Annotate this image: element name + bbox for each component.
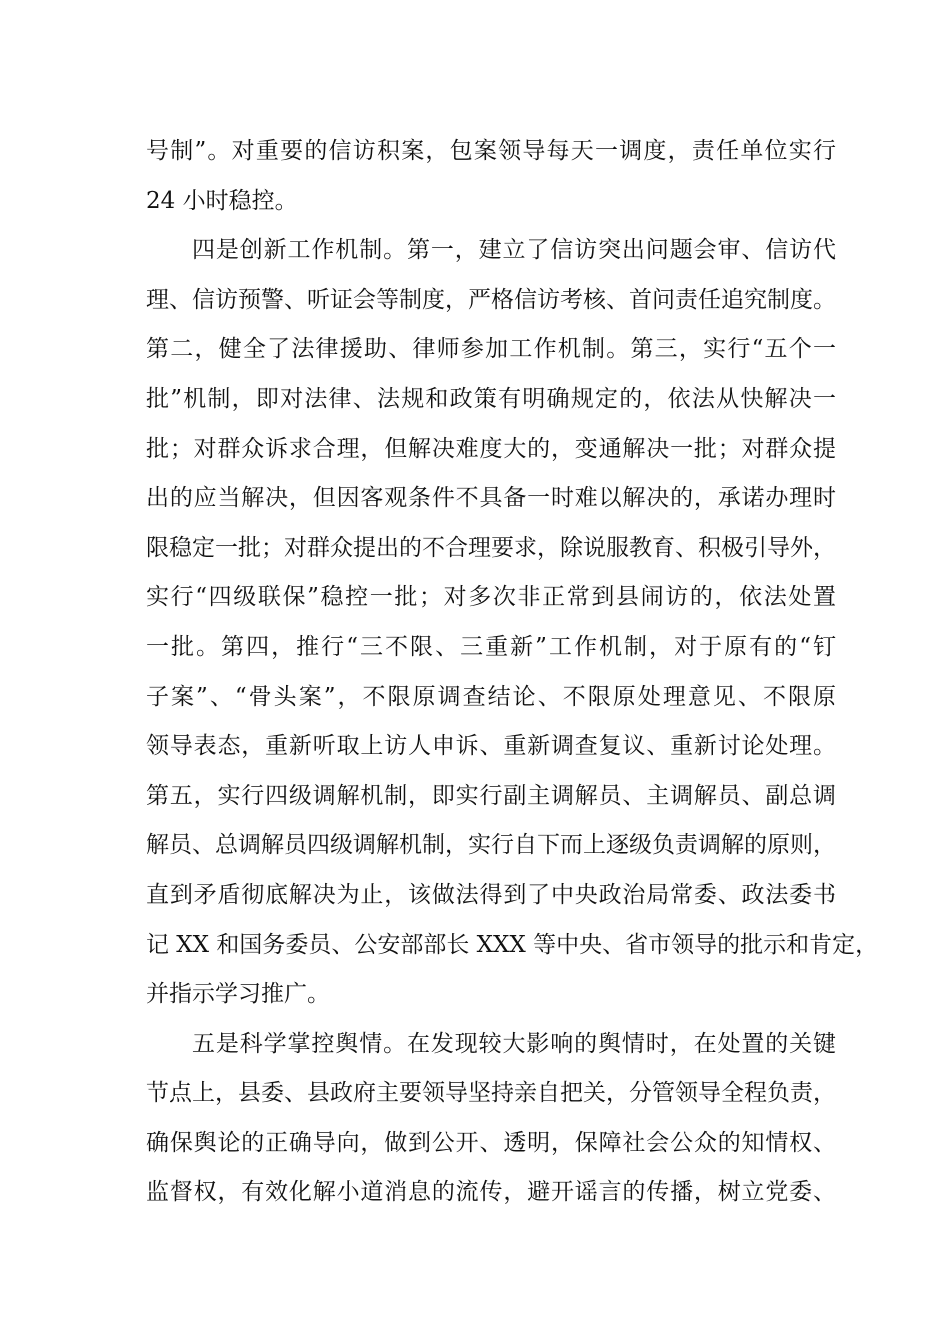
paragraph-public-opinion	[146, 1020, 836, 1218]
text-line: 限稳定一批；对群众提出的不合理要求，除说服教育、积极引导外，	[146, 534, 836, 561]
text-line: 记 XX 和国务委员、公安部部长 XXX 等中央、省市领导的批示和肯定，	[146, 931, 879, 958]
text-line: 五是科学掌控舆情。在发现较大影响的舆情时，在处置的关键	[192, 1030, 836, 1057]
text-line: 批”机制，即对法律、法规和政策有明确规定的，依法从快解决一	[146, 385, 836, 412]
text-line: 第五，实行四级调解机制，即实行副主调解员、主调解员、副总调	[146, 782, 836, 809]
text-line: 批；对群众诉求合理，但解决难度大的，变通解决一批；对群众提	[146, 435, 836, 462]
text-line: 直到矛盾彻底解决为止，该做法得到了中央政治局常委、政法委书	[146, 881, 836, 908]
paragraph-innovation-mechanism	[146, 226, 879, 1020]
text-line: 实行“四级联保”稳控一批；对多次非正常到县闹访的，依法处置	[146, 584, 836, 611]
text-line: 节点上，县委、县政府主要领导坚持亲自把关，分管领导全程负责，	[146, 1080, 836, 1107]
text-line: 号制”。对重要的信访积案，包案领导每天一调度，责任单位实行	[146, 138, 836, 164]
text-line: 子案”、“骨头案”，不限原调查结论、不限原处理意见、不限原	[146, 683, 836, 710]
text-line: 理、信访预警、听证会等制度，严格信访考核、首问责任追究制度。	[146, 286, 836, 313]
text-line: 一批。第四，推行“三不限、三重新”工作机制，对于原有的“钉	[146, 633, 836, 660]
text-line: 并指示学习推广。	[146, 981, 330, 1008]
text-line: 24 小时稳控。	[146, 187, 298, 214]
document-body	[146, 127, 879, 1218]
text-line: 第二，健全了法律援助、律师参加工作机制。第三，实行“五个一	[146, 336, 836, 363]
text-line: 确保舆论的正确导向，做到公开、透明，保障社会公众的知情权、	[146, 1129, 836, 1156]
text-line: 领导表态，重新听取上访人申诉、重新调查复议、重新讨论处理。	[146, 733, 836, 760]
paragraph-continuation	[146, 127, 836, 226]
text-line: 监督权，有效化解小道消息的流传，避开谣言的传播，树立党委、	[146, 1179, 836, 1206]
text-line: 解员、总调解员四级调解机制，实行自下而上逐级负责调解的原则，	[146, 832, 836, 859]
text-line: 出的应当解决，但因客观条件不具备一时难以解决的，承诺办理时	[146, 485, 836, 512]
text-line: 四是创新工作机制。第一，建立了信访突出问题会审、信访代	[192, 237, 836, 264]
